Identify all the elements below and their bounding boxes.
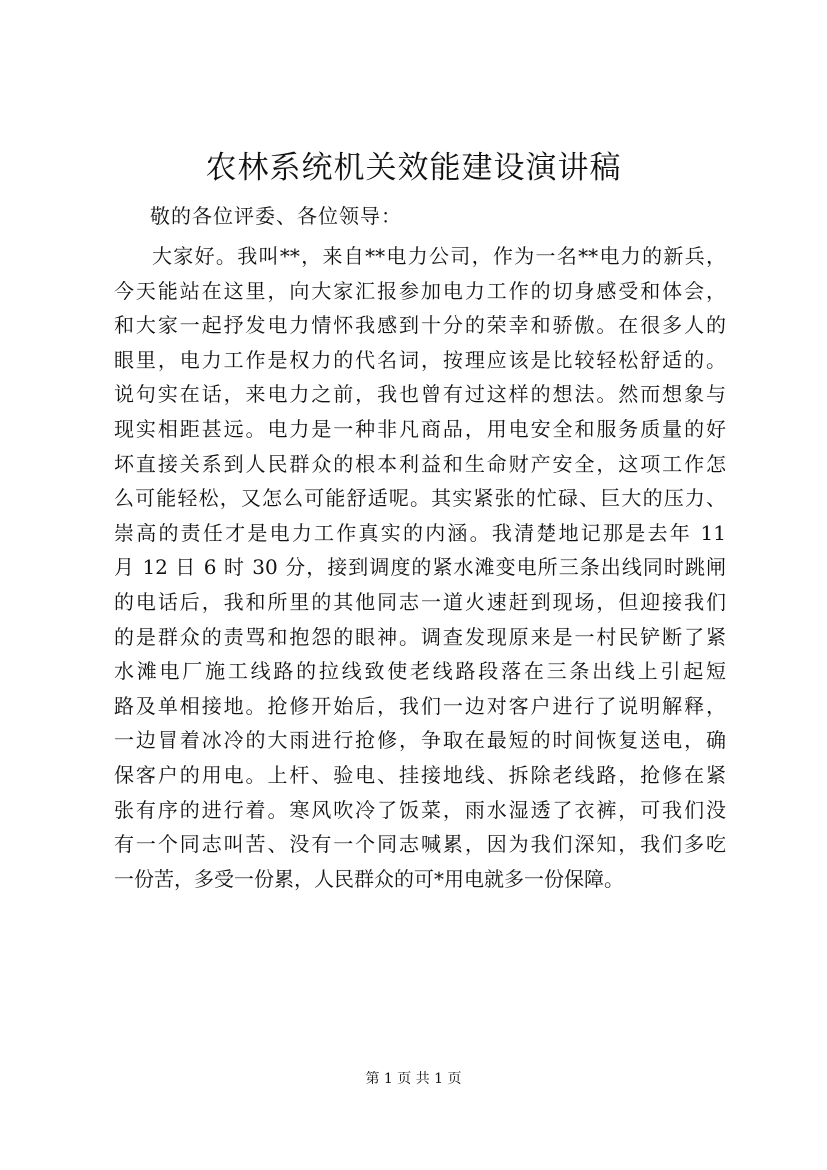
body-line: 有一个同志叫苦、没有一个同志喊累，因为我们深知，我们多吃 [114, 832, 726, 857]
body-line: 的电话后，我和所里的其他同志一道火速赶到现场，但迎接我们 [114, 589, 726, 614]
body-line: 今天能站在这里，向大家汇报参加电力工作的切身感受和体会， [114, 278, 726, 303]
body-line: 和大家一起抒发电力情怀我感到十分的荣幸和骄傲。在很多人的 [114, 313, 726, 338]
body-line: 说句实在话，来电力之前，我也曾有过这样的想法。然而想象与 [114, 382, 726, 407]
body-line: 大家好。我叫**，来自**电力公司，作为一名**电力的新兵， [152, 244, 726, 268]
page-footer: 第 1 页 共 1 页 [365, 1071, 462, 1087]
body-line: 么可能轻松，又怎么可能舒适呢。其实紧张的忙碌、巨大的压力、 [114, 486, 726, 511]
body-line: 月 12 日 6 时 30 分，接到调度的紧水滩变电所三条出线同时跳闸 [114, 555, 726, 580]
body-line: 现实相距甚远。电力是一种非凡商品，用电安全和服务质量的好 [114, 416, 726, 441]
body-line: 眼里，电力工作是权力的代名词，按理应该是比较轻松舒适的。 [114, 347, 726, 372]
document-title: 农林系统机关效能建设演讲稿 [205, 150, 622, 186]
body-line: 一份苦，多受一份累，人民群众的可*用电就多一份保障。 [114, 866, 624, 891]
body-line: 一边冒着冰冷的大雨进行抢修，争取在最短的时间恢复送电，确 [114, 728, 726, 753]
body-paragraph [114, 239, 726, 896]
body-line: 的是群众的责骂和抱怨的眼神。调查发现原来是一村民铲断了紧 [114, 624, 726, 649]
body-line: 坏直接关系到人民群众的根本利益和生命财产安全，这项工作怎 [114, 451, 726, 476]
body-line: 水滩电厂施工线路的拉线致使老线路段落在三条出线上引起短 [114, 659, 726, 684]
body-line: 路及单相接地。抢修开始后，我们一边对客户进行了说明解释， [114, 693, 726, 718]
salutation-line: 敬的各位评委、各位领导： [150, 204, 402, 228]
body-line: 张有序的进行着。寒风吹冷了饭菜，雨水湿透了衣裤，可我们没 [114, 797, 726, 822]
body-line: 崇高的责任才是电力工作真实的内涵。我清楚地记那是去年 11 [114, 520, 726, 545]
body-line: 保客户的用电。上杆、验电、挂接地线、拆除老线路，抢修在紧 [114, 762, 726, 787]
